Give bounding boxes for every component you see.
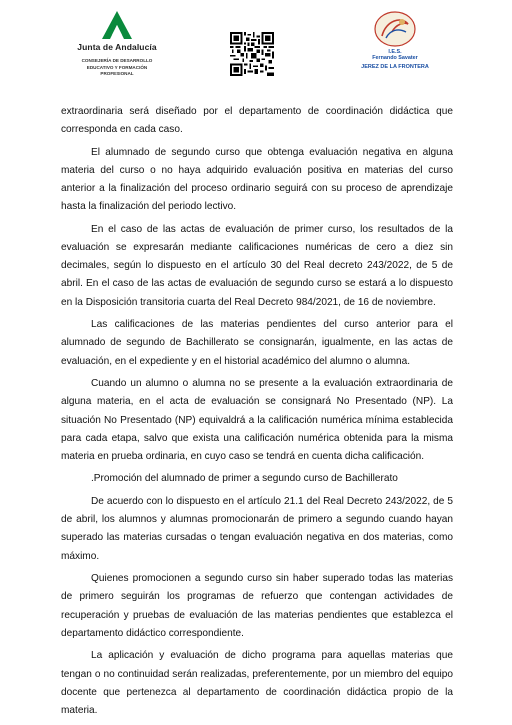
ies-name-line: Fernando Savater: [372, 55, 418, 62]
paragraph: extraordinaria será diseñado por el departamento de coordinación didáctica que corresponda en cada caso.: [61, 106, 453, 136]
junta-name: Junta de Andalucía: [77, 42, 157, 52]
paragraph: La aplicación y evaluación de dicho programa para aquellas materias que tengan o no continuidad serán realizadas, preferentemente, por un miembro del equipo docente que pertenezca al departamento de coordinación didáctica propio de la materia.: [61, 650, 453, 716]
qr-code-icon: [230, 32, 274, 76]
page-header: [0, 0, 512, 100]
junta-dept-line: PROFESIONAL: [100, 71, 134, 77]
ies-fernando-savater-logo-icon: [372, 10, 418, 48]
document-body: [61, 103, 453, 725]
junta-andalucia-logo-icon: [100, 10, 134, 40]
paragraph: De acuerdo con lo dispuesto en el artículo 21.1 del Real Decreto 243/2022, de 5 de abril, los alumnos y alumnas promocionarán de primero a segundo cuando hayan superado las materias cursadas o tengan evaluación negativa en dos materias, como máximo.: [61, 496, 453, 562]
paragraph: Cuando un alumno o alumna no se presente a la evaluación extraordinaria de alguna materia, en el acta de evaluación se consignará No Presentado (NP). La situación No Presentado (NP) equivaldrá a la calificación numérica mínima establecida para cada etapa, salvo que exista una calificación numérica obtenida para la misma materia en prueba ordinaria, en cuyo caso se tendrá en cuenta dicha calificación.: [61, 378, 453, 462]
ies-name: [355, 49, 435, 62]
ies-city: JEREZ DE LA FRONTERA: [361, 63, 429, 70]
ies-name-line: I.E.S.: [388, 49, 402, 55]
ies-logo-block: [355, 10, 435, 70]
junta-logo-block: [72, 10, 162, 78]
paragraph: Las calificaciones de las materias pendientes del curso anterior para el alumnado de segundo de Bachillerato se consignarán, igualmente, en las actas de evaluación, en el expediente y en el historial académico del alumno o alumna.: [61, 319, 453, 367]
junta-dept-line: CONSEJERÍA DE DESARROLLO: [81, 58, 153, 63]
paragraph: El alumnado de segundo curso que obtenga evaluación negativa en alguna materia del curso o no haya adquirido evaluación positiva en materias del curso anterior a la finalización del proceso ordinario seguirá con su proceso de aprendizaje hasta la finalización del periodo lectivo.: [61, 146, 453, 213]
paragraph: Quienes promocionen a segundo curso sin haber superado todas las materias de primero seguirán los programas de refuerzo que contengan actividades de recuperación y pruebas de evaluación de las materias pendientes que establezca el departamento didáctico correspondiente.: [61, 573, 453, 639]
section-heading: .Promoción del alumnado de primer a segundo curso de Bachillerato: [91, 473, 398, 485]
junta-dept-line: EDUCATIVO Y FORMACIÓN: [86, 64, 148, 70]
paragraph: En el caso de las actas de evaluación de primer curso, los resultados de la evaluación se expresarán mediante calificaciones numéricas de cero a diez sin decimales, según lo dispuesto en el artículo 30 del Real decreto 243/2022, de 5 de abril. En el caso de las actas de evaluación de segundo curso se estará a lo dispuesto en la Disposición transitoria cuarta del Real Decreto 984/2021, de 16 de noviembre.: [61, 223, 453, 308]
junta-department: [72, 58, 162, 78]
